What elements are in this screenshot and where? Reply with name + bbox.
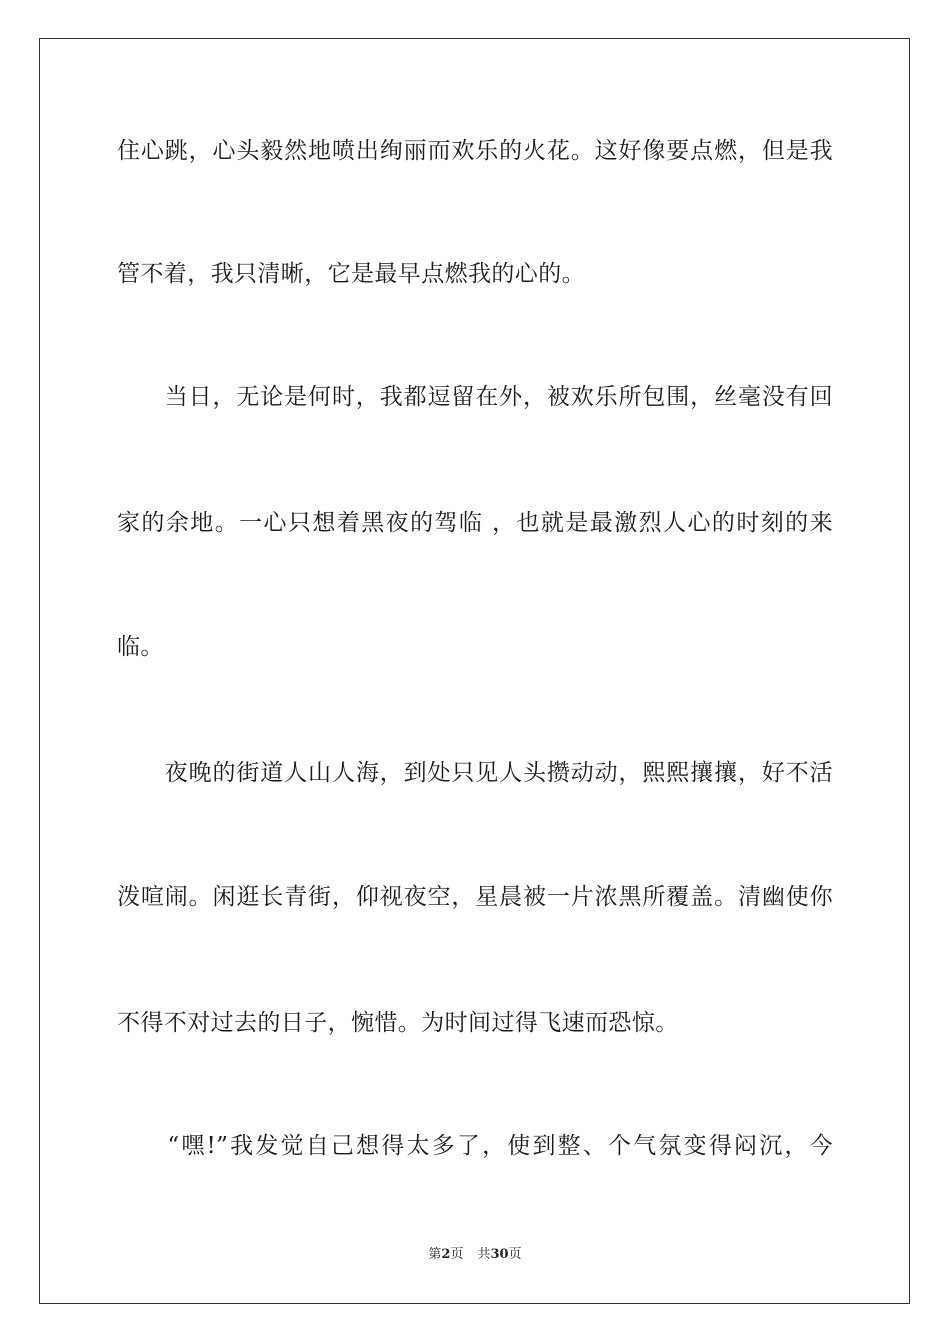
page-prefix: 第 [428,1247,442,1262]
text-line-8: 不得不对过去的日子，惋惜。为时间过得飞速而恐惊。 [117,1010,679,1036]
page-number: 2 [441,1247,451,1262]
page-footer [0,1246,950,1264]
text-line-4: 家的余地。一心只想着黑夜的驾临 ，也就是最激烈人心的时刻的来 [117,510,833,536]
total-pages: 30 [490,1247,509,1262]
text-line-7: 泼喧闹。闲逛长青街，仰视夜空，星晨被一片浓黑所覆盖。清幽使你 [117,884,833,910]
page-suffix: 页 [450,1247,464,1262]
page-border [39,38,910,1304]
total-suffix: 页 [508,1247,522,1262]
total-prefix: 共 [477,1247,491,1262]
text-line-3: 当日，无论是何时，我都逗留在外，被欢乐所包围，丝毫没有回 [117,384,833,410]
text-line-6: 夜晚的街道人山人海，到处只见人头攒动动，熙熙攘攘，好不活 [117,760,833,786]
text-line-1: 住心跳，心头毅然地喷出绚丽而欢乐的火花。这好像要点燃，但是我 [117,138,833,164]
text-line-9: “嘿!”我发觉自己想得太多了，使到整、个气氛变得闷沉，今 [117,1133,833,1159]
text-line-5: 临。 [117,634,164,660]
text-line-2: 管不着，我只清晰，它是最早点燃我的心的。 [117,261,585,287]
